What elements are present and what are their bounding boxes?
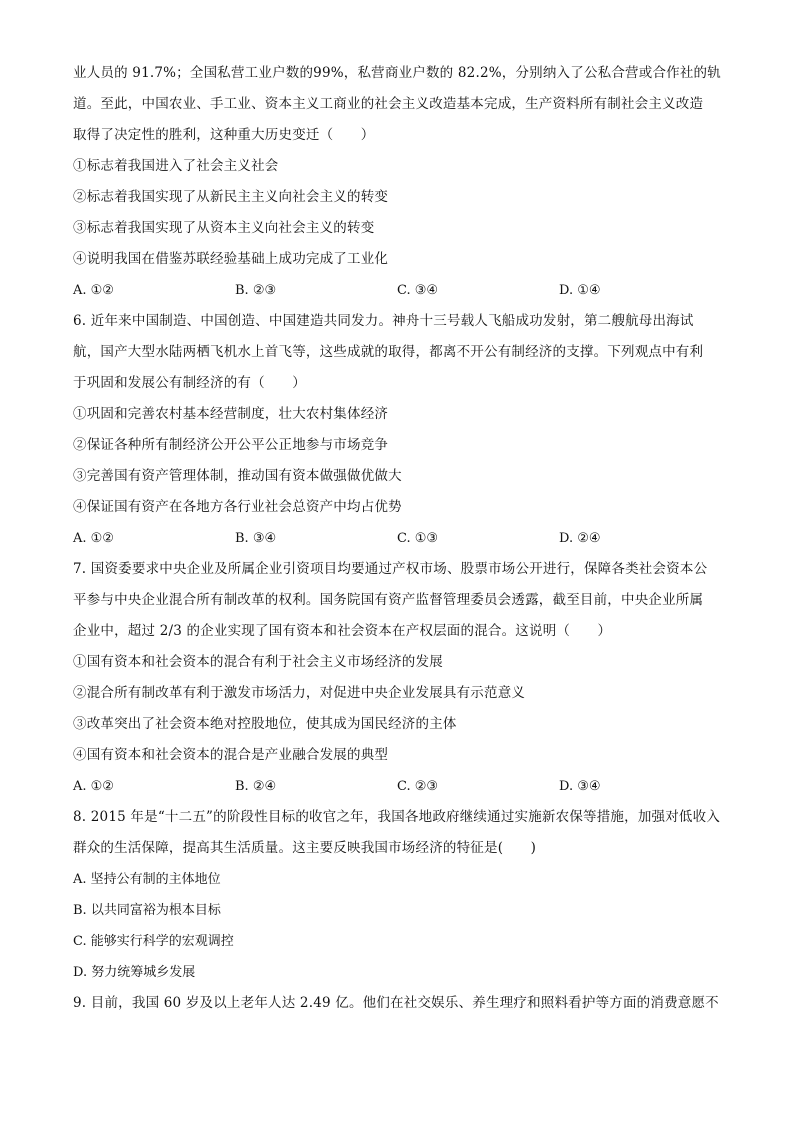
option-c[interactable]: C. ③④ [397, 283, 439, 298]
statement-3: ③完善国有资产管理体制，推动国有资本做强做优做大 [73, 468, 402, 484]
option-a[interactable]: A. 坚持公有制的主体地位 [73, 872, 221, 887]
option-b[interactable]: B. ②④ [235, 779, 277, 794]
statement-2: ②标志着我国实现了从新民主主义向社会主义的转变 [73, 189, 389, 205]
question-stem-line: 7. 国资委要求中央企业及所属企业引资项目均要通过产权市场、股票市场公开进行，保障各类社会资本公 [73, 561, 708, 577]
answer-options [73, 771, 723, 802]
statement-4: ④国有资本和社会资本的混合是产业融合发展的典型 [73, 747, 389, 763]
question-7 [73, 554, 723, 802]
question-stem-line: 业人员的 91.7%；全国私营工业户数的99%，私营商业户数的 82.2%，分别纳入了公私合营或合作社的轨 [73, 65, 721, 81]
option-d[interactable]: D. 努力统筹城乡发展 [73, 965, 196, 980]
statement-2: ②混合所有制改革有利于激发市场活力，对促进中央企业发展具有示范意义 [73, 685, 526, 701]
question-stem-line: 6. 近年来中国制造、中国创造、中国建造共同发力。神舟十三号载人飞船成功发射，第二艘航母出海试 [73, 313, 694, 329]
question-stem-line: 企业中，超过 2/3 的企业实现了国有资本和社会资本在产权层面的混合。这说明（ ） [73, 623, 612, 639]
exam-page [73, 58, 723, 1019]
question-stem-line: 取得了决定性的胜利，这种重大历史变迁（ ） [73, 127, 375, 143]
statement-1: ①巩固和完善农村基本经营制度，壮大农村集体经济 [73, 406, 389, 422]
option-c[interactable]: C. 能够实行科学的宏观调控 [73, 934, 234, 949]
statement-3: ③标志着我国实现了从资本主义向社会主义的转变 [73, 220, 375, 236]
option-a[interactable]: A. ①② [73, 283, 114, 298]
option-d[interactable]: D. ②④ [559, 531, 601, 546]
statement-4: ④保证国有资产在各地方各行业社会总资产中均占优势 [73, 499, 402, 515]
statement-4: ④说明我国在借鉴苏联经验基础上成功完成了工业化 [73, 251, 389, 267]
statement-3: ③改革突出了社会资本绝对控股地位，使其成为国民经济的主体 [73, 716, 457, 732]
question-stem-line: 平参与中央企业混合所有制改革的权利。国务院国有资产监督管理委员会透露，截至目前，中央企业所属 [73, 592, 704, 608]
answer-options [73, 275, 723, 306]
option-c[interactable]: C. ①③ [397, 531, 439, 546]
option-b[interactable]: B. ②③ [235, 283, 277, 298]
question-6 [73, 306, 723, 554]
question-stem-line: 8. 2015 年是“十二五”的阶段性目标的收官之年，我国各地政府继续通过实施新农保等措施，加强对低收入 [73, 809, 721, 825]
option-b[interactable]: B. ③④ [235, 531, 277, 546]
question-stem-line: 于巩固和发展公有制经济的有（ ） [73, 375, 306, 391]
option-a[interactable]: A. ①② [73, 531, 114, 546]
question-5 [73, 58, 723, 306]
question-stem-line: 道。至此，中国农业、手工业、资本主义工商业的社会主义改造基本完成，生产资料所有制社会主义改造 [73, 96, 704, 112]
option-b[interactable]: B. 以共同富裕为根本目标 [73, 903, 221, 918]
question-stem-line: 9. 目前，我国 60 岁及以上老年人达 2.49 亿。他们在社交娱乐、养生理疗和照料看护等方面的消费意愿不 [73, 995, 719, 1011]
question-stem-line: 群众的生活保障，提高其生活质量。这主要反映我国市场经济的特征是( ) [73, 840, 537, 856]
statement-2: ②保证各种所有制经济公开公平公正地参与市场竞争 [73, 437, 389, 453]
option-d[interactable]: D. ①④ [559, 283, 601, 298]
option-d[interactable]: D. ③④ [559, 779, 601, 794]
question-8 [73, 802, 723, 988]
question-9 [73, 988, 723, 1019]
option-c[interactable]: C. ②③ [397, 779, 439, 794]
option-a[interactable]: A. ①② [73, 779, 114, 794]
statement-1: ①标志着我国进入了社会主义社会 [73, 158, 279, 174]
question-stem-line: 航，国产大型水陆两栖飞机水上首飞等，这些成就的取得，都离不开公有制经济的支撑。下列观点中有利 [73, 344, 704, 360]
statement-1: ①国有资本和社会资本的混合有利于社会主义市场经济的发展 [73, 654, 443, 670]
answer-options [73, 523, 723, 554]
